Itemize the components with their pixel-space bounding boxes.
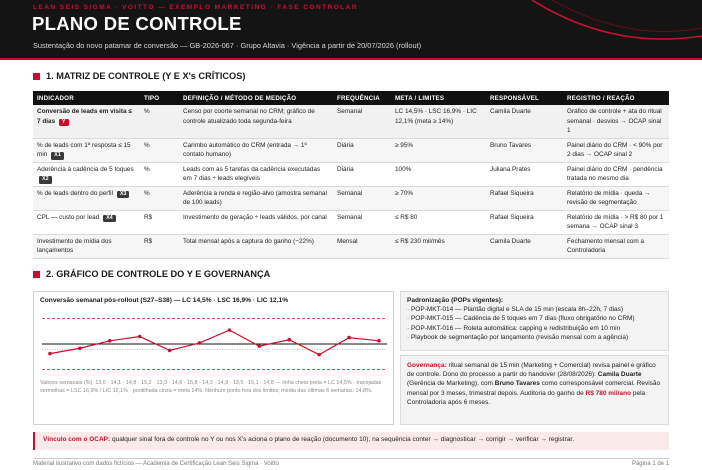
indicator-cell xyxy=(33,138,140,162)
indicator-badge: X2 xyxy=(39,176,52,184)
reaction-cell: Fechamento mensal com a Controladoria xyxy=(563,234,669,258)
section-2-title: 2. GRÁFICO DE CONTROLE DO Y E GOVERNANÇA xyxy=(46,269,271,279)
governance-text: como corresponsável comercial. Revisão mensal por 3 meses, trimestral depois. Auditoria do ganho de xyxy=(407,380,661,397)
header-band xyxy=(0,0,702,58)
indicator-badge: X4 xyxy=(103,215,116,223)
indicator-name: CPL — custo por lead xyxy=(37,213,100,221)
governance-text: (Gerência de Marketing), com xyxy=(407,380,495,388)
table-row xyxy=(33,186,669,210)
series-line xyxy=(50,330,379,355)
standard-item: · POP-MKT-014 — Plantão digital e SLA de 15 min (escala 8h–22h, 7 dias) xyxy=(407,306,624,314)
type-cell: % xyxy=(140,105,179,138)
column-header: INDICADOR xyxy=(33,91,140,105)
table-row xyxy=(33,162,669,186)
column-header: META / LIMITES xyxy=(391,91,486,105)
governance-text: pela Controladoria após 6 meses. xyxy=(407,389,646,406)
target-cell: LC 14,5% · LSC 16,9% · LIC 12,1% (meta ≥ 14%) xyxy=(391,105,486,138)
data-point xyxy=(258,344,262,348)
standard-item: · Playbook de segmentação por lançamento (revisão mensal com a agência) xyxy=(407,333,629,341)
table-header-row xyxy=(33,91,669,105)
standard-item: · POP-MKT-015 — Cadência de 5 toques em 7 dias (fluxo obrigatório no CRM) xyxy=(407,315,635,323)
header-decoration xyxy=(532,0,702,58)
table-row xyxy=(33,138,669,162)
header-accent-line xyxy=(0,58,702,60)
standards-title: Padronização (POPs vigentes): xyxy=(407,297,504,304)
indicator-cell xyxy=(33,234,140,258)
page-subtitle: Sustentação do novo patamar de conversão — GB-2026-067 · Grupo Altavia · Vigência a partir de 20/07/2026 (rollout) xyxy=(33,41,422,50)
governance-text: ritual semanal de 15 min (Marketing + Comercial) revisa painel e gráfico de controle. Dono do processo a partir do handover (28/08/2026): xyxy=(407,362,656,379)
definition-cell: Leads com as 5 tarefas da cadência executadas em 7 dias ÷ leads elegíveis xyxy=(179,162,333,186)
process-owner: Camila Duarte xyxy=(597,371,642,379)
header-kicker: LEAN SEIS SIGMA · VOITTO — EXEMPLO MARKETING · FASE CONTROLAR xyxy=(33,4,358,11)
column-header: RESPONSÁVEL xyxy=(486,91,563,105)
chart-note: Valores semanais (%): 13,6 · 14,1 · 14,8 · 15,2 · 13,9 · 14,6 · 15,8 · 14,3 · 14,9 · 13,5 · 15,1 · 14,8 — linha cheia preta = LC 14,5% · tracejadas vermelhas = LSC 16,9% / LIC 12,1% · pontilhada cinza = meta 14%. Nenhum ponto fora dos limites; média das últimas 6 semanas: 14,8%. xyxy=(40,380,382,394)
section-1-title: 1. MATRIZ DE CONTROLE (Y E X's CRÍTICOS) xyxy=(46,71,246,81)
target-cell: ≤ R$ 80 xyxy=(391,210,486,234)
indicator-name: Aderência à cadência de 5 toques xyxy=(37,165,134,173)
reaction-cell: Painel diário do CRM · pendência tratada no mesmo dia xyxy=(563,162,669,186)
target-cell: ≤ R$ 230 mil/mês xyxy=(391,234,486,258)
owner-cell: Rafael Siqueira xyxy=(486,186,563,210)
indicator-badge: X1 xyxy=(51,152,64,160)
reaction-cell: Painel diário do CRM · < 90% por 2 dias → OCAP sinal 2 xyxy=(563,138,669,162)
section-marker-icon xyxy=(33,73,40,80)
frequency-cell: Semanal xyxy=(333,186,391,210)
frequency-cell: Semanal xyxy=(333,105,391,138)
co-owner: Bruno Tavares xyxy=(494,380,540,388)
definition-cell: Carimbo automático do CRM (entrada → 1º contato humano) xyxy=(179,138,333,162)
indicator-cell xyxy=(33,105,140,138)
reaction-cell: Relatório de mídia · queda → revisão de segmentação xyxy=(563,186,669,210)
section-1-heading xyxy=(33,71,245,81)
indicator-name: % de leads dentro do perfil xyxy=(37,189,114,197)
indicator-badge: Y xyxy=(59,119,69,127)
footer-disclaimer: Material ilustrativo com dados fictícios — Academia de Certificação Lean Seis Sigma · Voitto xyxy=(33,461,279,467)
frequency-cell: Diária xyxy=(333,138,391,162)
owner-cell: Camila Duarte xyxy=(486,234,563,258)
type-cell: % xyxy=(140,162,179,186)
indicator-badge: X3 xyxy=(117,191,130,199)
definition-cell: Aderência a renda e região-alvo (amostra semanal de 100 leads) xyxy=(179,186,333,210)
definition-cell: Censo por coorte semanal no CRM; gráfico de controle atualizado toda segunda-feira xyxy=(179,105,333,138)
type-cell: % xyxy=(140,138,179,162)
owner-cell: Camila Duarte xyxy=(486,105,563,138)
column-header: DEFINIÇÃO / MÉTODO DE MEDIÇÃO xyxy=(179,91,333,105)
data-point xyxy=(108,339,112,343)
callout-text: qualquer sinal fora de controle no Y ou nos X's aciona o plano de reação (documento 10), na sequência conter → diagnosticar → corrigir → verificar → registrar. xyxy=(110,436,575,443)
owner-cell: Juliana Prates xyxy=(486,162,563,186)
frequency-cell: Diária xyxy=(333,162,391,186)
data-point xyxy=(347,336,351,340)
column-header: REGISTRO / REAÇÃO xyxy=(563,91,669,105)
data-point xyxy=(287,338,291,342)
control-matrix-table xyxy=(33,91,669,259)
section-marker-icon xyxy=(33,271,40,278)
target-cell: 100% xyxy=(391,162,486,186)
section-2-heading xyxy=(33,269,270,279)
type-cell: R$ xyxy=(140,210,179,234)
indicator-cell xyxy=(33,210,140,234)
control-chart xyxy=(33,291,394,425)
data-point xyxy=(138,335,142,339)
control-chart-plot xyxy=(34,292,395,382)
governance-box xyxy=(400,355,669,425)
data-point xyxy=(48,352,52,356)
indicator-cell xyxy=(33,186,140,210)
column-header: FREQUÊNCIA xyxy=(333,91,391,105)
page-number: Página 1 de 1 xyxy=(631,461,669,467)
type-cell: % xyxy=(140,186,179,210)
data-point xyxy=(377,339,381,343)
data-point xyxy=(228,328,232,332)
owner-cell: Bruno Tavares xyxy=(486,138,563,162)
chart-title: Conversão semanal pós-rollout (S27–S38) — LC 14,5% · LSC 16,9% · LIC 12,1% xyxy=(40,297,289,304)
column-header: TIPO xyxy=(140,91,179,105)
frequency-cell: Mensal xyxy=(333,234,391,258)
page-title: PLANO DE CONTROLE xyxy=(32,13,242,34)
standards-box xyxy=(400,291,669,351)
target-cell: ≥ 70% xyxy=(391,186,486,210)
data-point xyxy=(198,341,202,345)
footer-divider xyxy=(33,458,669,459)
target-cell: ≥ 95% xyxy=(391,138,486,162)
reaction-cell: Relatório de mídia · > R$ 80 por 1 semana → OCAP sinal 3 xyxy=(563,210,669,234)
frequency-cell: Semanal xyxy=(333,210,391,234)
standard-item: · POP-MKT-016 — Roleta automática: capping e redistribuição em 10 min xyxy=(407,324,621,332)
type-cell: R$ xyxy=(140,234,179,258)
data-point xyxy=(78,346,82,350)
callout-label: Vínculo com o OCAP: xyxy=(43,436,111,443)
indicator-name: Conversão de leads em visita ≤ 7 dias xyxy=(37,108,132,125)
table-row xyxy=(33,210,669,234)
definition-cell: Total mensal após a captura do ganho (−22%) xyxy=(179,234,333,258)
indicator-name: % de leads com 1ª resposta ≤ 15 min xyxy=(37,141,131,158)
definition-cell: Investimento de geração ÷ leads válidos, por canal xyxy=(179,210,333,234)
table-row xyxy=(33,234,669,258)
table-row xyxy=(33,105,669,138)
owner-cell: Rafael Siqueira xyxy=(486,210,563,234)
data-point xyxy=(317,353,321,357)
indicator-name: Investimento de mídia dos lançamentos xyxy=(37,237,112,254)
ocap-callout xyxy=(33,432,669,450)
gain-value: R$ 780 mil/ano xyxy=(585,389,632,397)
governance-label: Governança: xyxy=(407,362,447,369)
reaction-cell: Gráfico de controle + ata do ritual semanal · desvios → OCAP sinal 1 xyxy=(563,105,669,138)
indicator-cell xyxy=(33,162,140,186)
data-point xyxy=(168,349,172,353)
